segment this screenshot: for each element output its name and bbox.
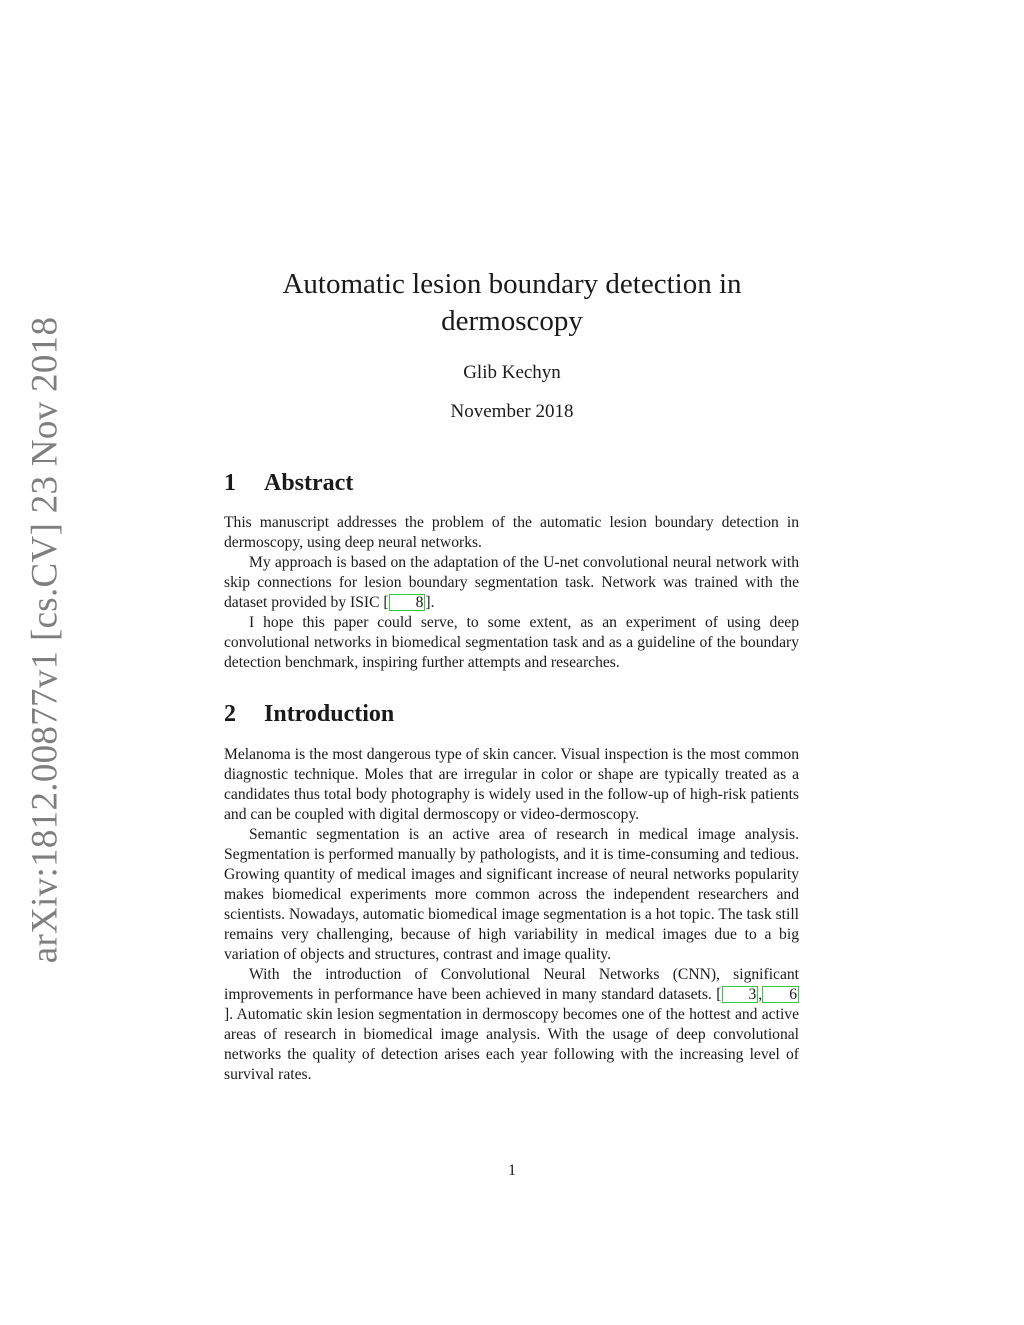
introduction-body <box>224 745 799 1085</box>
section-number: 1 <box>224 470 236 496</box>
paragraph-text: . <box>430 594 435 611</box>
title-line-2: dermoscopy <box>441 305 583 337</box>
section-heading-introduction <box>224 701 394 728</box>
introduction-paragraph-3: With the introduction of Convolutional Neural Networks (CNN), significant improvements in performance have been achieved in many standard datasets. [ 3 , 6]. Automatic skin lesion segmentation in dermoscopy becomes one of the hottest and active areas of research in biomedical image analysis. With the usage of deep convolutional networks the quality of detection arises each year following with the increasing level of survival rates. <box>224 966 799 1083</box>
paragraph-text: . Automatic skin lesion segmentation in dermoscopy becomes one of the hottest and active areas of research in biomedical image analysis. With the usage of deep convolutional networks the quality of detection arises each year following with the increasing level of survival rates. <box>224 1006 799 1083</box>
paper-title <box>0 266 1024 340</box>
arxiv-identifier: arXiv:1812.00877v1 [cs.CV] 23 Nov 2018 <box>24 316 66 964</box>
abstract-paragraph-3: I hope this paper could serve, to some extent, as an experiment of using deep convolutional networks in biomedical segmentation task and as a guideline of the boundary detection benchmark, inspiring further attempts and researches. <box>224 614 799 671</box>
section-number: 2 <box>224 701 236 727</box>
author-name: Glib Kechyn <box>463 362 561 383</box>
paragraph-text: With the introduction of Convolutional Neural Networks (CNN), significant improvements in performance have been achieved in many standard datasets. <box>224 966 799 1003</box>
citation-link[interactable]: 8 <box>389 594 426 611</box>
introduction-paragraph-2: Semantic segmentation is an active area of research in medical image analysis. Segmentation is performed manually by pathologists, and it is time-consuming and tedious. Growing quantity of medical images and significant increase of neural networks popularity makes biomedical experiments more common across the independent researchers and scientists. Nowadays, automatic biomedical image segmentation is a hot topic. The task still remains very challenging, because of high variability in medical images due to a big variation of objects and structures, contrast and image quality. <box>224 826 799 963</box>
introduction-paragraph-1: Melanoma is the most dangerous type of skin cancer. Visual inspection is the most common diagnostic technique. Moles that are irregular in color or shape are typically treated as a candidates thus total body photography is widely used in the follow-up of high-risk patients and can be coupled with digital dermoscopy or video-dermoscopy. <box>224 746 799 823</box>
title-line-1: Automatic lesion boundary detection in <box>282 268 742 300</box>
publication-date: November 2018 <box>450 401 574 422</box>
paragraph-text: My approach is based on the adaptation of the U-net convolutional neural network with skip connections for lesion boundary segmentation task. Network was trained with the dataset provided by ISIC <box>224 554 799 611</box>
citation-link[interactable]: 6 <box>762 986 799 1003</box>
abstract-paragraph-2: My approach is based on the adaptation of the U-net convolutional neural network with skip connections for lesion boundary segmentation task. Network was trained with the dataset provided by ISIC [ 8 ]. <box>224 554 799 611</box>
abstract-body <box>224 513 799 673</box>
section-heading-abstract <box>224 470 353 497</box>
abstract-paragraph-1: This manuscript addresses the problem of the automatic lesion boundary detection in dermoscopy, using deep neural networks. <box>224 514 799 551</box>
section-title: Abstract <box>264 470 354 496</box>
page-number: 1 <box>508 1162 516 1179</box>
section-title: Introduction <box>264 701 395 727</box>
citation-link[interactable]: 3 <box>722 986 759 1003</box>
